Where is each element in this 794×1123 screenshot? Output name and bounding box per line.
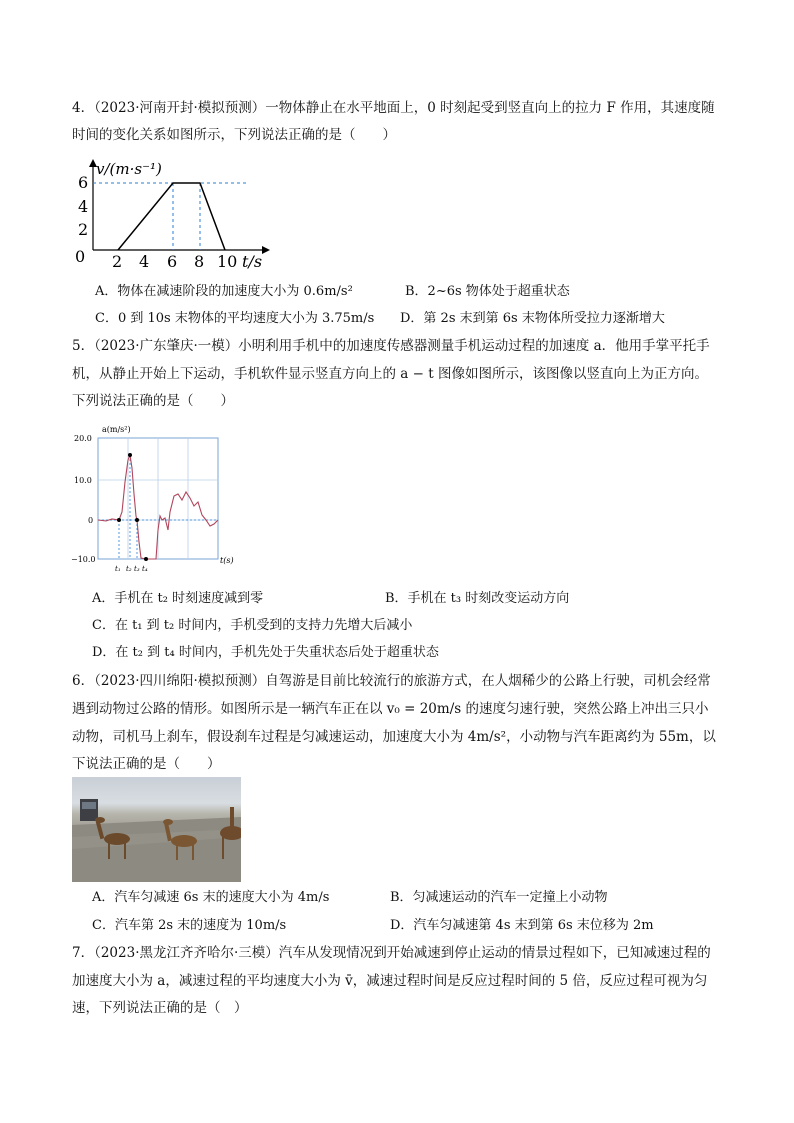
- q5-stem-line3: 下列说法正确的是（ ）: [72, 393, 234, 409]
- q7-stem-line1: 7．（2023·黑龙江齐齐哈尔·三模）汽车从发现情况到开始减速到停止运动的情景过程如下，已知减速过程的: [72, 945, 711, 961]
- q5-ylabel: a(m/s²): [102, 425, 131, 434]
- q5-option-a[interactable]: A．手机在 t₂ 时刻速度减到零: [92, 591, 264, 606]
- q5-ytick-0: 0: [88, 516, 94, 525]
- q4-ytick-4: 4: [78, 197, 89, 216]
- q5-acceleration-graph: [70, 420, 240, 580]
- q6-stem-line2: 遇到动物过公路的情形。如图所示是一辆汽车正在以 v₀ = 20m/s 的速度匀速行驶，突然公路上冲出三只小: [72, 701, 709, 717]
- q4-xtick-6: 6: [167, 252, 178, 270]
- q6-photo-drawing: [72, 777, 241, 882]
- q5-option-c[interactable]: C．在 t₁ 到 t₂ 时间内，手机受到的支持力先增大后减小: [92, 618, 413, 633]
- q5-stem-line1: 5．（2023·广东肇庆·一模）小明利用手机中的加速度传感器测量手机运动过程的加速度 a．他用手掌平托手: [72, 338, 710, 354]
- q5-xlabel: t(s): [220, 556, 234, 565]
- q5-label-t4: t₄: [142, 565, 148, 573]
- q6-option-a[interactable]: A．汽车匀减速 6s 末的速度大小为 4m/s: [92, 890, 330, 905]
- q6-option-d[interactable]: D．汽车匀减速第 4s 末到第 6s 末位移为 2m: [390, 918, 654, 933]
- q4-xtick-4: 4: [139, 252, 150, 270]
- q5-point-t2: [128, 453, 132, 457]
- q4-option-b[interactable]: B．2~6s 物体处于超重状态: [405, 284, 570, 299]
- q4-ytick-2: 2: [78, 220, 89, 239]
- q5-label-t3: t₃: [134, 565, 140, 573]
- q6-option-b[interactable]: B．匀减速运动的汽车一定撞上小动物: [390, 890, 608, 905]
- q4-stem-line1: 4．（2023·河南开封·模拟预测）一物体静止在水平地面上，0 时刻起受到竖直向上的拉力 F 作用，其速度随: [72, 100, 715, 116]
- q6-option-c[interactable]: C．汽车第 2s 末的速度为 10m/s: [92, 918, 287, 933]
- q5-point-t1: [117, 518, 121, 522]
- q4-xtick-2: 2: [112, 252, 123, 270]
- q4-origin: 0: [75, 247, 86, 266]
- q5-ytick-10: 10.0: [74, 476, 92, 485]
- q4-ylabel: v/(m·s⁻¹): [96, 160, 162, 178]
- q5-label-t2: t₂: [126, 565, 132, 573]
- q6-road-photo: [72, 777, 241, 882]
- truck-window: [82, 802, 96, 809]
- q5-label-t1: t₁: [115, 565, 121, 573]
- q6-stem-line4: 下说法正确的是（ ）: [72, 756, 221, 772]
- q4-xlabel: t/s: [242, 252, 263, 270]
- q5-point-t4: [144, 557, 148, 561]
- q6-stem-line1: 6．（2023·四川绵阳·模拟预测）自驾游是目前比较流行的旅游方式，在人烟稀少的公路上行驶，司机会经常: [72, 673, 711, 689]
- q5-stem-line2: 机，从静止开始上下运动，手机软件显示竖直方向上的 a − t 图像如图所示，该图像以竖直向上为正方向。: [72, 366, 708, 382]
- q7-stem-line3: 速，下列说法正确的是（ ）: [72, 1000, 248, 1016]
- q4-x-arrow: [262, 246, 270, 254]
- q5-point-t3: [135, 518, 139, 522]
- q4-option-c[interactable]: C．0 到 10s 末物体的平均速度大小为 3.75m/s: [95, 311, 375, 326]
- q4-xtick-8: 8: [194, 252, 205, 270]
- q4-ytick-6: 6: [78, 173, 89, 192]
- q4-option-d[interactable]: D．第 2s 末到第 6s 末物体所受拉力逐渐增大: [400, 311, 665, 326]
- q4-xtick-10: 10: [217, 252, 238, 270]
- q5-ytick-neg10: −10.0: [71, 555, 96, 564]
- q4-velocity-line: [118, 183, 225, 250]
- q7-stem-line2: 加速度大小为 a，减速过程的平均速度大小为 v̄，减速过程时间是反应过程时间的 5 倍，反应过程可视为匀: [72, 973, 708, 989]
- q4-option-a[interactable]: A．物体在减速阶段的加速度大小为 0.6m/s²: [95, 284, 353, 299]
- q5-option-b[interactable]: B．手机在 t₃ 时刻改变运动方向: [385, 591, 570, 606]
- q5-ytick-20: 20.0: [74, 434, 92, 443]
- q5-option-d[interactable]: D．在 t₂ 到 t₄ 时间内，手机先处于失重状态后处于超重状态: [92, 645, 439, 660]
- q4-stem-line2: 时间的变化关系如图所示，下列说法正确的是（ ）: [72, 127, 396, 143]
- q4-velocity-graph: [72, 155, 272, 270]
- q6-stem-line3: 动物，司机马上刹车，假设刹车过程是匀减速运动，加速度大小为 4m/s²，小动物与汽车距离约为 55m，以: [72, 729, 716, 745]
